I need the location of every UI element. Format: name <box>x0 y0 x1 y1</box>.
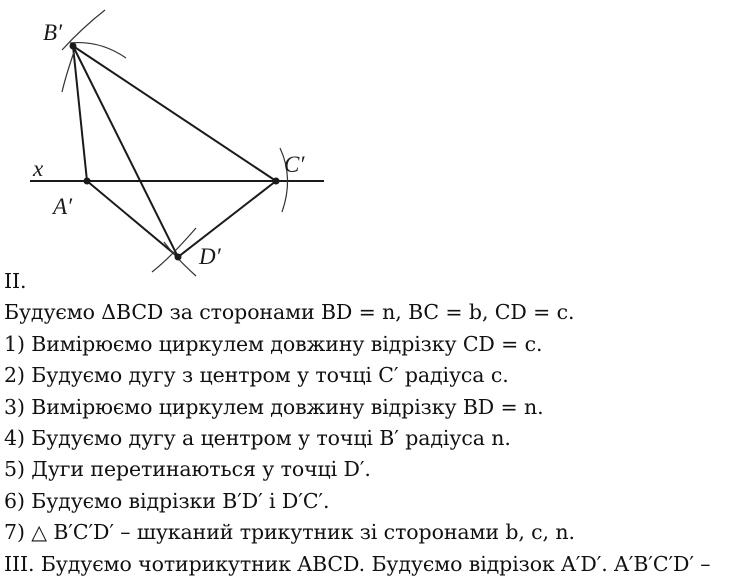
label-b-prime: B′ <box>43 20 63 45</box>
segment-b-a <box>73 46 87 181</box>
geometric-construction-figure <box>0 0 340 280</box>
segment-b-c <box>73 46 276 181</box>
point-d-prime <box>175 254 182 261</box>
point-b-prime <box>70 43 77 50</box>
step-1: 1) Вимірюємо циркулем довжину відрізку CD = c. <box>4 331 543 356</box>
point-a-prime <box>84 178 91 185</box>
construction-description <box>4 266 738 580</box>
label-c-prime: C′ <box>284 152 305 177</box>
section-ii-heading: II. <box>4 269 27 293</box>
label-a-prime: A′ <box>53 194 73 219</box>
point-c-prime <box>273 178 280 185</box>
segment-c-d <box>178 181 276 257</box>
step-3: 3) Вимірюємо циркулем довжину відрізку BD = n. <box>4 394 544 419</box>
arc-near-b-upper <box>62 10 105 50</box>
step-4: 4) Будуємо дугу а центром у точці B′ радіуса n. <box>4 425 511 450</box>
label-x-axis: x <box>33 156 44 181</box>
segment-a-d <box>87 181 178 257</box>
step-7: 7) △ B′C′D′ – шуканий трикутник зі сторонами b, c, n. <box>4 520 575 545</box>
label-d-prime: D′ <box>199 244 221 269</box>
section-iii-line: III. Будуємо чотирикутник ABCD. Будуємо відрізок A′D′. A′B′C′D′ – <box>4 551 711 576</box>
arc-near-b-left <box>62 52 74 92</box>
intro-line: Будуємо ΔBCD за сторонами BD = n, BC = b, CD = c. <box>4 300 575 325</box>
step-2: 2) Будуємо дугу з центром у точці C′ радіуса c. <box>4 363 509 388</box>
segment-b-d <box>73 46 178 257</box>
step-5: 5) Дуги перетинаються у точці D′. <box>4 457 371 482</box>
step-6: 6) Будуємо відрізки B′D′ і D′C′. <box>4 488 330 513</box>
